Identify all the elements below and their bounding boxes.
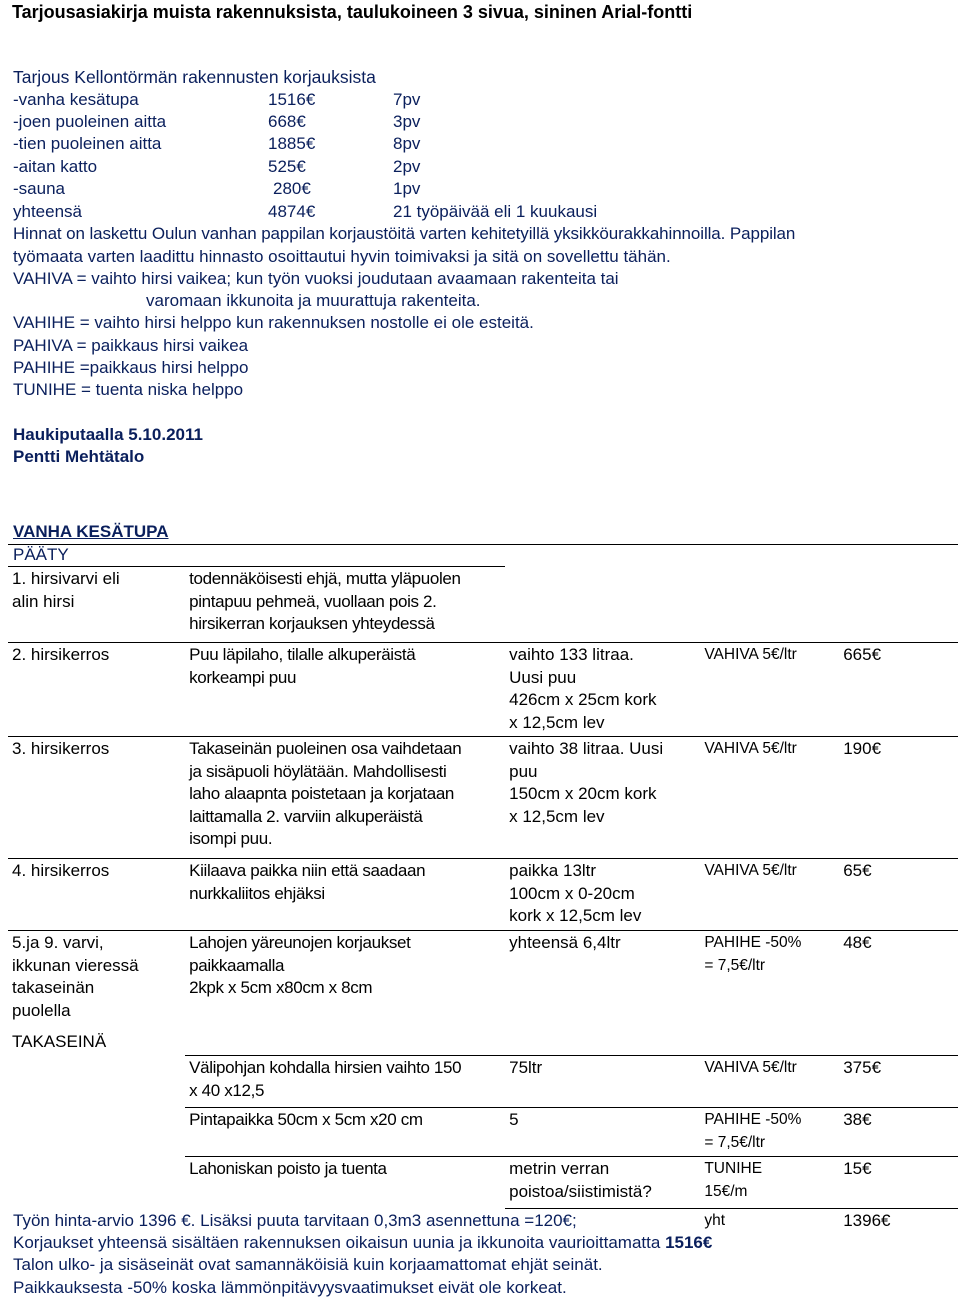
offer-item-days: 7pv xyxy=(393,90,421,109)
row-label-line: 3. hirsikerros xyxy=(12,739,110,758)
row-quantity-line: 5 xyxy=(509,1110,519,1129)
table-row xyxy=(8,931,958,1031)
row-label-line: 5.ja 9. varvi, xyxy=(12,933,104,952)
row-quantity-line: paikka 13ltr xyxy=(509,861,597,880)
row-description-line: nurkkaliitos ehjäksi xyxy=(189,883,325,903)
row-description-line: Lahojen yäreunojen korjaukset xyxy=(189,933,411,952)
table-row xyxy=(8,1056,958,1108)
signer-name: Pentti Mehtätalo xyxy=(13,447,145,466)
row-price-value: 1396€ xyxy=(843,1211,891,1230)
row-description-line: Takaseinän puoleinen osa vaihdetaan xyxy=(189,739,462,758)
footer-total-text: Korjaukset yhteensä sisältäen rakennuksen oikaisun uunia ja ikkunoita vaurioittamatta xyxy=(13,1233,666,1252)
row-unit-price xyxy=(700,1209,839,1237)
row-quantity-line: 426cm x 25cm kork xyxy=(509,690,657,709)
offer-item-name: -aitan katto xyxy=(13,157,98,176)
row-quantity xyxy=(505,1056,700,1108)
row-price xyxy=(839,1209,958,1237)
row-price-value: 38€ xyxy=(843,1110,872,1129)
row-description-line: paikkaamalla xyxy=(189,955,285,975)
row-price xyxy=(839,1108,958,1157)
offer-total-price: 4874€ xyxy=(268,202,316,221)
table-row xyxy=(8,643,958,737)
row-label xyxy=(8,859,185,931)
work-rows xyxy=(8,567,958,1237)
row-unit-price xyxy=(700,859,839,931)
footer-total-value: 1516€ xyxy=(665,1233,713,1252)
row-quantity xyxy=(505,931,700,1031)
row-unit-price xyxy=(700,643,839,737)
row-unit-price xyxy=(700,931,839,1031)
pricing-note: työmaata varten laadittu hinnasto osoittautui hyvin toimivaksi ja sitä on sovellettu tähän. xyxy=(13,247,671,266)
row-description-line: Pintapaikka 50cm x 5cm x20 cm xyxy=(189,1110,423,1129)
row-quantity xyxy=(505,1157,700,1209)
row-description-line: korkeampi puu xyxy=(189,667,297,687)
row-price xyxy=(839,931,958,1031)
offer-item-days: 1pv xyxy=(393,179,421,198)
row-unit-price-line: yht xyxy=(704,1212,726,1229)
row-unit-price-line: VAHIVA 5€/ltr xyxy=(704,646,797,663)
row-unit-price xyxy=(700,567,839,643)
row-price xyxy=(839,1157,958,1209)
offer-item-name: -vanha kesätupa xyxy=(13,90,139,109)
row-label-line: ikkunan vieressä xyxy=(12,955,139,975)
offer-item-price: 280€ xyxy=(273,179,311,198)
row-price xyxy=(839,1056,958,1108)
offer-item-price: 1516€ xyxy=(268,90,316,109)
table-row xyxy=(8,737,958,859)
row-description xyxy=(185,643,505,737)
offer-item-days: 8pv xyxy=(393,134,421,153)
row-quantity xyxy=(505,737,700,859)
row-price-value: 15€ xyxy=(843,1159,872,1178)
row-description-line: 2kpk x 5cm x80cm x 8cm xyxy=(189,978,373,997)
row-label-line: puolella xyxy=(12,1000,71,1020)
offer-item-name: -joen puoleinen aitta xyxy=(13,112,167,131)
row-unit-price xyxy=(700,1030,839,1056)
row-description xyxy=(185,1030,505,1056)
row-quantity-line: x 12,5cm lev xyxy=(509,712,605,732)
row-label-line: 1. hirsivarvi eli xyxy=(12,569,120,588)
row-description xyxy=(185,1056,505,1108)
offer-total-days: 21 työpäivää eli 1 kuukausi xyxy=(393,202,598,221)
table-row xyxy=(8,1030,958,1056)
row-price-value: 665€ xyxy=(843,645,882,664)
offer-heading: Tarjous Kellontörmän rakennusten korjauksista xyxy=(13,67,376,87)
row-label xyxy=(8,1108,185,1157)
offer-item-price: 1885€ xyxy=(268,134,316,153)
row-description xyxy=(185,931,505,1031)
row-unit-price-line: PAHIHE -50% xyxy=(704,934,802,951)
offer-item-name: -sauna xyxy=(13,179,65,198)
row-quantity xyxy=(505,567,700,643)
row-description-line: Kiilaava paikka niin että saadaan xyxy=(189,861,426,880)
row-quantity-line: vaihto 38 litraa. Uusi xyxy=(509,739,664,758)
row-label-line: takaseinän xyxy=(12,978,95,997)
table-row xyxy=(8,859,958,931)
legend-pahihe: PAHIHE =paikkaus hirsi helppo xyxy=(13,358,249,377)
row-description xyxy=(185,1157,505,1209)
row-quantity-line: kork x 12,5cm lev xyxy=(509,906,642,925)
row-unit-price-line: PAHIHE -50% xyxy=(704,1111,802,1128)
row-quantity xyxy=(505,1108,700,1157)
work-table xyxy=(8,544,958,1236)
row-description-line: Välipohjan kohdalla hirsien vaihto 150 xyxy=(189,1058,462,1077)
row-unit-price xyxy=(700,1056,839,1108)
row-quantity xyxy=(505,1030,700,1056)
row-quantity xyxy=(505,859,700,931)
footer-total-line xyxy=(13,1233,712,1253)
row-quantity-line: vaihto 133 litraa. xyxy=(509,645,634,664)
row-label xyxy=(8,931,185,1031)
row-unit-price xyxy=(700,737,839,859)
row-price-value: 48€ xyxy=(843,933,872,952)
footer-patch-note: Paikkauksesta -50% koska lämmönpitävyysvaatimukset eivät ole korkeat. xyxy=(13,1278,567,1297)
row-price xyxy=(839,859,958,931)
row-description-line: ja sisäpuoli höylätään. Mahdollisesti xyxy=(189,761,447,781)
row-description xyxy=(185,737,505,859)
row-quantity-line: 75ltr xyxy=(509,1058,543,1077)
row-unit-price-line: = 7,5€/ltr xyxy=(704,956,766,974)
row-price xyxy=(839,737,958,859)
row-unit-price-line: TUNIHE xyxy=(704,1160,763,1177)
footer-estimate: Työn hinta-arvio 1396 €. Lisäksi puuta tarvitaan 0,3m3 asennettuna =120€; xyxy=(13,1211,577,1230)
row-quantity-line: puu xyxy=(509,761,538,781)
row-quantity-line: Uusi puu xyxy=(509,667,577,687)
row-label-line: alin hirsi xyxy=(12,591,75,611)
offer-item-price: 668€ xyxy=(268,112,306,131)
offer-item-days: 3pv xyxy=(393,112,421,131)
row-label xyxy=(8,643,185,737)
section-subtitle: PÄÄTY xyxy=(13,545,69,564)
row-description-line: isompi puu. xyxy=(189,829,273,848)
row-description-line: x 40 x12,5 xyxy=(189,1080,265,1100)
row-description-line: pintapuu pehmeä, vuollaan pois 2. xyxy=(189,591,437,611)
legend-vahiva-cont: varomaan ikkunoita ja muurattuja rakenteita. xyxy=(146,291,481,310)
offer-total-label: yhteensä xyxy=(13,202,82,221)
row-unit-price xyxy=(700,1108,839,1157)
row-quantity-line: 100cm x 0-20cm xyxy=(509,883,635,903)
row-label xyxy=(8,567,185,643)
row-description-line: todennäköisesti ehjä, mutta yläpuolen xyxy=(189,569,461,588)
row-unit-price-line: VAHIVA 5€/ltr xyxy=(704,740,797,757)
legend-pahiva: PAHIVA = paikkaus hirsi vaikea xyxy=(13,336,249,355)
row-price-value: 375€ xyxy=(843,1058,882,1077)
row-label xyxy=(8,1030,185,1056)
row-description-line: laittamalla 2. varviin alkuperäistä xyxy=(189,806,423,826)
row-quantity xyxy=(505,643,700,737)
row-price xyxy=(839,567,958,643)
row-description-line: Lahoniskan poisto ja tuenta xyxy=(189,1159,387,1178)
row-description xyxy=(185,859,505,931)
row-label xyxy=(8,737,185,859)
row-price xyxy=(839,643,958,737)
row-price-value: 65€ xyxy=(843,861,872,880)
place-date: Haukiputaalla 5.10.2011 xyxy=(13,425,203,444)
row-price-value: 190€ xyxy=(843,739,882,758)
row-quantity-line: yhteensä 6,4ltr xyxy=(509,933,621,952)
row-quantity-line: 150cm x 20cm kork xyxy=(509,784,657,803)
row-description-line: hirsikerran korjauksen yhteydessä xyxy=(189,614,435,633)
row-label-line: TAKASEINÄ xyxy=(12,1032,107,1051)
row-label xyxy=(8,1157,185,1209)
row-quantity-line: metrin verran xyxy=(509,1159,610,1178)
section-title: VANHA KESÄTUPA xyxy=(13,522,169,541)
row-unit-price xyxy=(700,1157,839,1209)
legend-vahiva: VAHIVA = vaihto hirsi vaikea; kun työn vuoksi joudutaan avaamaan rakenteita tai xyxy=(13,269,619,288)
legend-vahihe: VAHIHE = vaihto hirsi helppo kun rakennuksen nostolle ei ole esteitä. xyxy=(13,313,534,332)
row-quantity-line: poistoa/siistimistä? xyxy=(509,1181,652,1201)
offer-item-price: 525€ xyxy=(268,157,306,176)
table-row xyxy=(8,567,958,643)
legend-tunihe: TUNIHE = tuenta niska helppo xyxy=(13,380,244,399)
row-unit-price-line: VAHIVA 5€/ltr xyxy=(704,1059,797,1076)
row-label-line: 4. hirsikerros xyxy=(12,861,110,880)
row-label-line: 2. hirsikerros xyxy=(12,645,110,664)
offer-item-days: 2pv xyxy=(393,157,421,176)
row-description xyxy=(185,567,505,643)
offer-item-name: -tien puoleinen aitta xyxy=(13,134,162,153)
row-label xyxy=(8,1056,185,1108)
pricing-note: Hinnat on laskettu Oulun vanhan pappilan korjaustöitä varten kehitetyillä yksikköurakkahinnoilla. Pappilan xyxy=(13,224,796,243)
row-price xyxy=(839,1030,958,1056)
table-row xyxy=(8,1108,958,1157)
row-unit-price-line: 15€/m xyxy=(704,1182,748,1200)
row-description-line: Puu läpilaho, tilalle alkuperäistä xyxy=(189,645,416,664)
row-quantity-line: x 12,5cm lev xyxy=(509,806,605,826)
table-header-spacer xyxy=(8,545,958,567)
document-title: Tarjousasiakirja muista rakennuksista, taulukoineen 3 sivua, sininen Arial-fontti xyxy=(12,2,693,22)
row-unit-price-line: = 7,5€/ltr xyxy=(704,1133,766,1151)
row-description-line: laho alaapnta poistetaan ja korjataan xyxy=(189,784,455,803)
row-description xyxy=(185,1108,505,1157)
row-unit-price-line: VAHIVA 5€/ltr xyxy=(704,862,797,879)
footer-walls-note: Talon ulko- ja sisäseinät ovat samannäköisiä kuin korjaamattomat ehjät seinät. xyxy=(13,1255,603,1274)
table-row xyxy=(8,1157,958,1209)
